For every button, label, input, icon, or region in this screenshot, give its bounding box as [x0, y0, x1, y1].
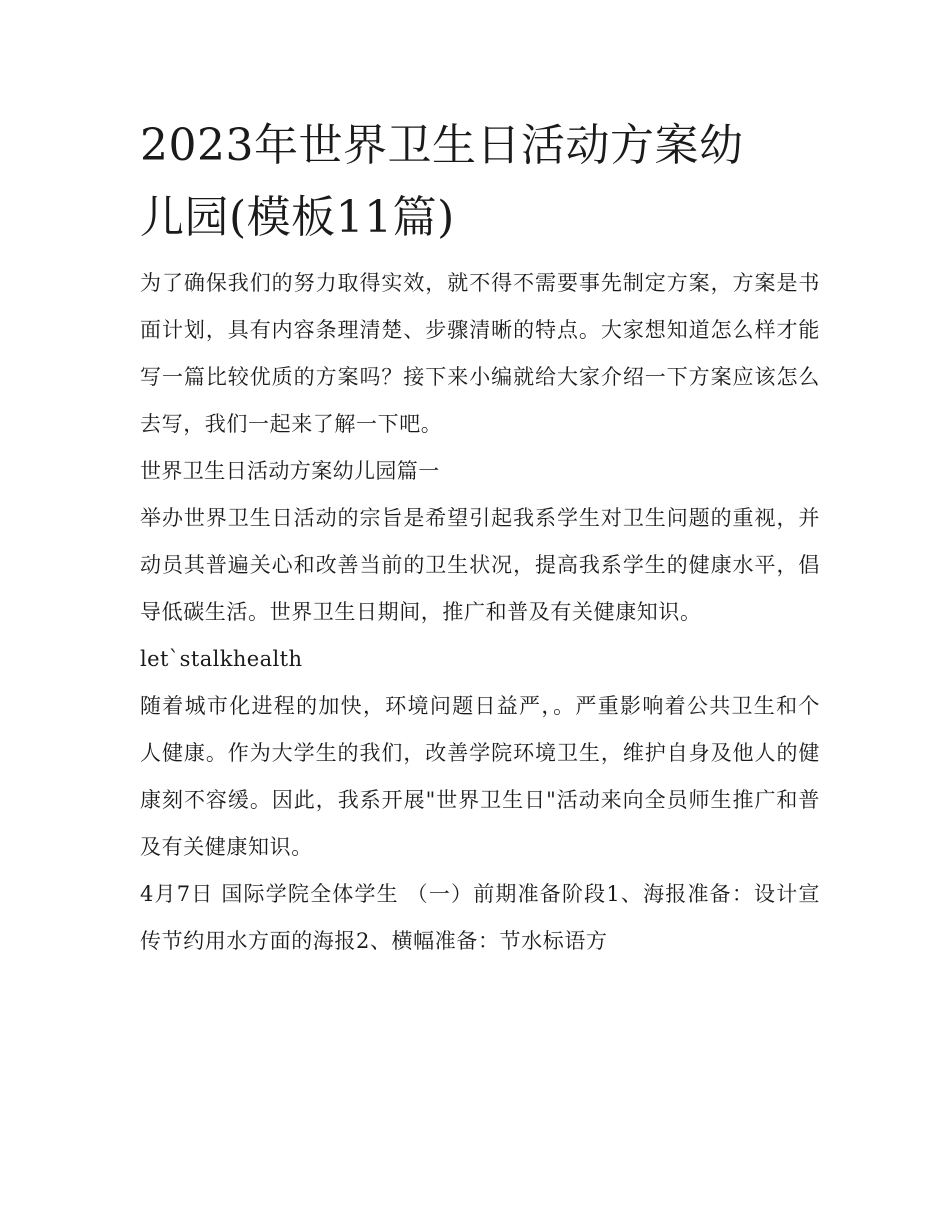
title-line-1: 2023年世界卫生日活动方案幼	[140, 120, 744, 171]
section-heading: 世界卫生日活动方案幼儿园篇一	[140, 459, 440, 483]
purpose-paragraph: 举办世界卫生日活动的宗旨是希望引起我系学生对卫生问题的重视，并动员其普遍关心和改善当前的卫生状况，提高我系学生的健康水平，倡导低碳生活。世界卫生日期间，推广和普及有关健康知识。	[140, 506, 820, 624]
schedule-paragraph: 4月7日 国际学院全体学生 （一）前期准备阶段1、海报准备：设计宣传节约用水方面的海报2、横幅准备：节水标语方	[140, 882, 820, 953]
document-title	[140, 110, 820, 254]
background-paragraph: 随着城市化进程的加快，环境问题日益严，。严重影响着公共卫生和个人健康。作为大学生的我们，改善学院环境卫生，维护自身及他人的健康刻不容缓。因此，我系开展"世界卫生日"活动来向全员师生推广和普及有关健康知识。	[140, 694, 820, 859]
intro-paragraph: 为了确保我们的努力取得实效，就不得不需要事先制定方案，方案是书面计划，具有内容条理清楚、步骤清晰的特点。大家想知道怎么样才能写一篇比较优质的方案吗？接下来小编就给大家介绍一下方案应该怎么去写，我们一起来了解一下吧。	[140, 271, 820, 436]
slogan-line: let`stalkhealth	[140, 647, 303, 671]
title-line-2: 儿园(模板11篇)	[140, 192, 455, 243]
document-page	[140, 110, 820, 965]
